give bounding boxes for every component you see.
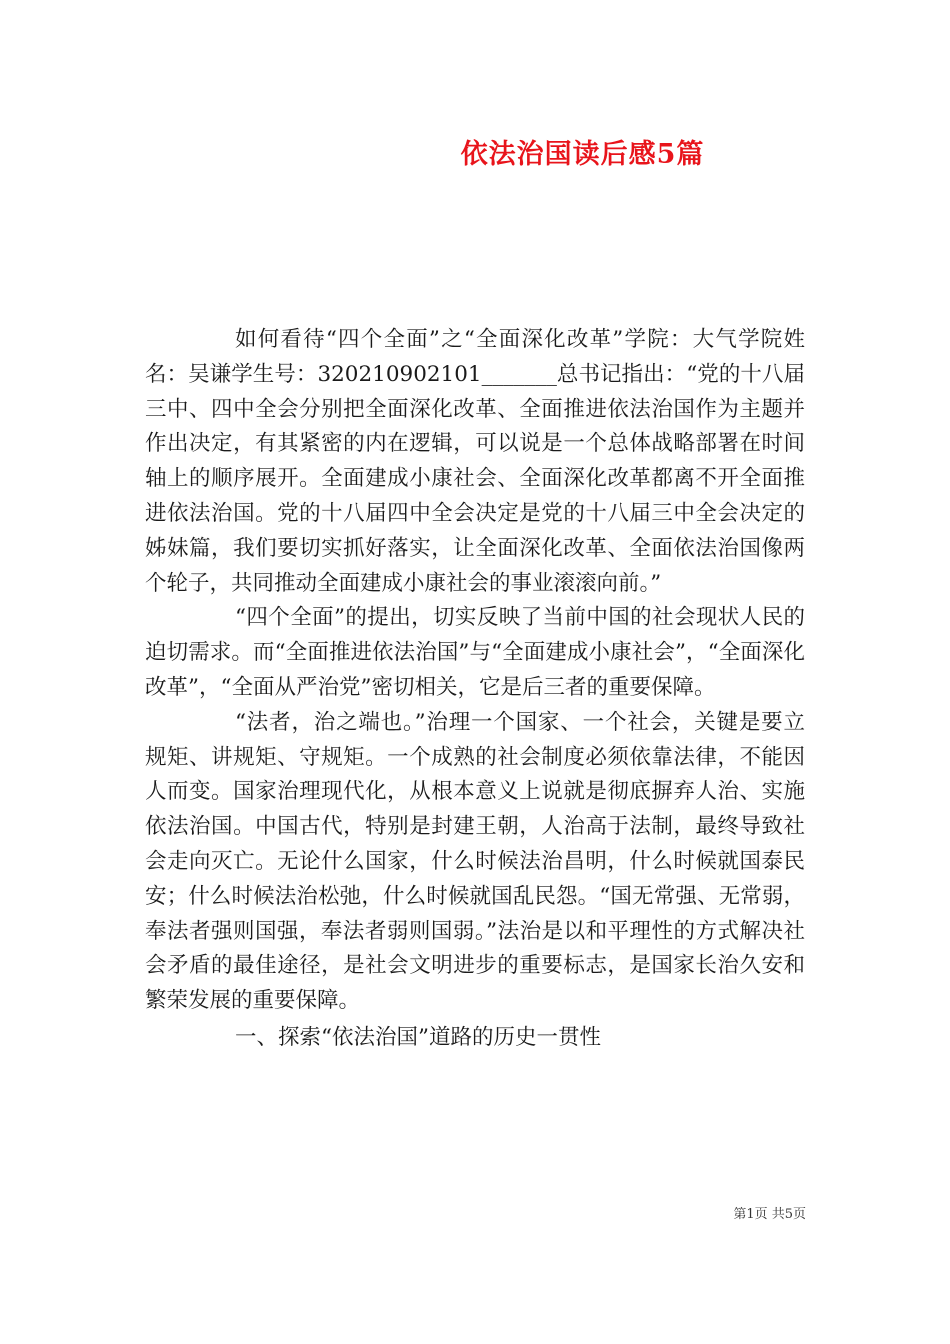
page-number: 第1页 共5页 bbox=[733, 1207, 806, 1222]
paragraph-1: 如何看待“四个全面”之“全面深化改革”学院：大气学院姓名：吴谦学生号：320210902101_______总书记指出：“党的十八届三中、四中全会分别把全面深化改革、全面推进依法治国作为主题并作出决定，有其紧密的内在逻辑，可以说是一个总体战略部署在时间轴上的顺序展开。全面建成小康社会、全面深化改革都离不开全面推进依法治国。党的十八届四中全会决定是党的十八届三中全会决定的姊妹篇，我们要切实抓好落实，让全面深化改革、全面依法治国像两个轮子，共同推动全面建成小康社会的事业滚滚向前。” bbox=[145, 327, 805, 596]
document-body bbox=[145, 323, 805, 1056]
paragraph-2: “四个全面”的提出，切实反映了当前中国的社会现状人民的迫切需求。而“全面推进依法治国”与“全面建成小康社会”，“全面深化改革”，“全面从严治党”密切相关，它是后三者的重要保障。 bbox=[145, 605, 805, 700]
section-heading: 一、探索“依法治国”道路的历史一贯性 bbox=[235, 1024, 601, 1050]
paragraph-3: “法者，治之端也。”治理一个国家、一个社会，关键是要立规矩、讲规矩、守规矩。一个成熟的社会制度必须依靠法律，不能因人而变。国家治理现代化，从根本意义上说就是彻底摒弃人治、实施依法治国。中国古代，特别是封建王朝，人治高于法制，最终导致社会走向灭亡。无论什么国家，什么时候法治昌明，什么时候就国泰民安；什么时候法治松弛，什么时候就国乱民怨。“国无常强、无常弱，奉法者强则国强，奉法者弱则国弱。”法治是以和平理性的方式解决社会矛盾的最佳途径，是社会文明进步的重要标志，是国家长治久安和繁荣发展的重要保障。 bbox=[145, 709, 805, 1014]
document-title: 依法治国读后感5篇 bbox=[460, 139, 705, 170]
